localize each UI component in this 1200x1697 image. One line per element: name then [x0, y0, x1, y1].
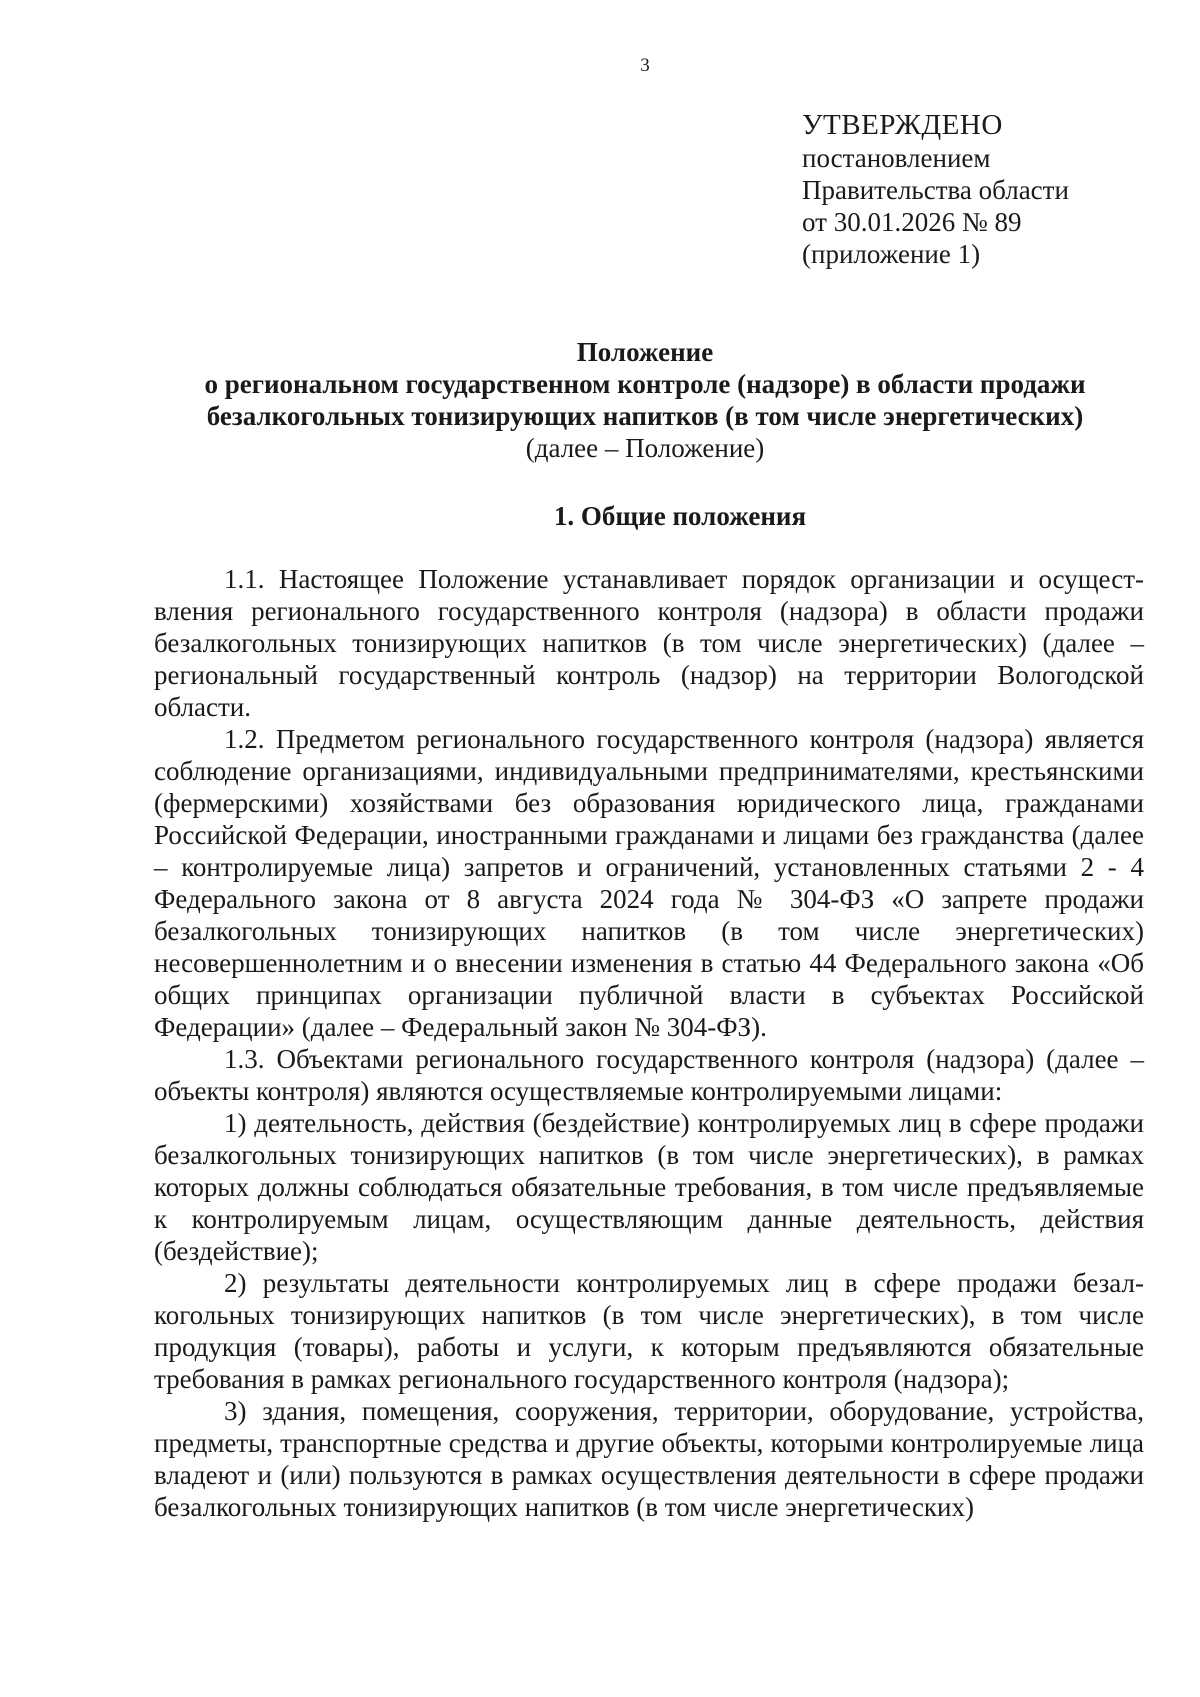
title-note: (далее – Положение): [525, 433, 765, 463]
paragraph: 3) здания, помещения, сооружения, территории, оборудование, устройства, предметы, транспортные средства и другие объекты, которыми контролируемые лица владеют и (или) пользуются в рамках осуществления деятельности в сфере продажи безалкогольных тонизирующих напитков (в том числе энергетических): [154, 1396, 1144, 1522]
document-title: [150, 336, 1140, 464]
approval-line: Правительства области: [802, 175, 1069, 205]
paragraph: 2) результаты деятельности контролируемых лиц в сфере продажи безалкогольных тонизирующих напитков (в том числе энергетических), в том числе продукция (товары), работы и услуги, к которым предъявляются обязательные требования в рамках регионального государственного контроля (надзора);: [154, 1268, 1144, 1394]
approval-line: от 30.01.2026 № 89: [802, 207, 1022, 237]
paragraph: 1.3. Объектами регионального государственного контроля (надзора) (далее – объекты контроля) являются осуществляемые контролируемыми лицами:: [154, 1044, 1144, 1106]
page-number: 3: [640, 55, 650, 76]
paragraph: 1.1. Настоящее Положение устанавливает порядок организации и осуществления регионального государственного контроля (надзора) в области продажи безалкогольных тонизирующих напитков (в том числе энергетических) (далее – региональный государственный контроль (надзор) на территории Вологодской области.: [154, 564, 1144, 722]
paragraph: 1) деятельность, действия (бездействие) контролируемых лиц в сфере продажи безалкогольных тонизирующих напитков (в том числе энергетических), в рамках которых должны соблюдаться обязательные требования, в том числе предъявляемые к контролируемым лицам, осуществляющим данные деятельность, действия (бездействие);: [154, 1108, 1144, 1266]
section-body: [154, 563, 1144, 1523]
approval-heading: УТВЕРЖДЕНО: [802, 109, 1003, 141]
section-heading: 1. Общие положения: [553, 501, 807, 531]
approval-stamp-block: [802, 108, 1069, 270]
approval-line: (приложение 1): [802, 239, 981, 269]
title-line: Положение: [576, 337, 714, 367]
paragraph: 1.2. Предметом регионального государственного контроля (надзора) является соблюдение организациями, индивидуальными предпринимателями, крестьянскими (фермерскими) хозяйствами без образования юридического лица, гражданами Российской Федерации, иностранными гражданами и лицами без гражданства (далее – контролируемые лица) запретов и ограничений, установленных статьями 2 - 4 Федерального закона от 8 августа 2024 года № 304-ФЗ «О запрете продажи безалкогольных тонизирующих напитков (в том числе энергетических) несовершеннолетним и о внесении изменения в статью 44 Федерального закона «Об общих принципах организации публичной власти в субъектах Российской Федерации» (далее – Федеральный закон № 304-ФЗ).: [154, 724, 1144, 1042]
title-line: безалкогольных тонизирующих напитков (в том числе энергетических): [206, 401, 1084, 431]
title-line: о региональном государственном контроле (надзоре) в области продажи: [204, 369, 1086, 399]
approval-line: постановлением: [802, 143, 991, 173]
